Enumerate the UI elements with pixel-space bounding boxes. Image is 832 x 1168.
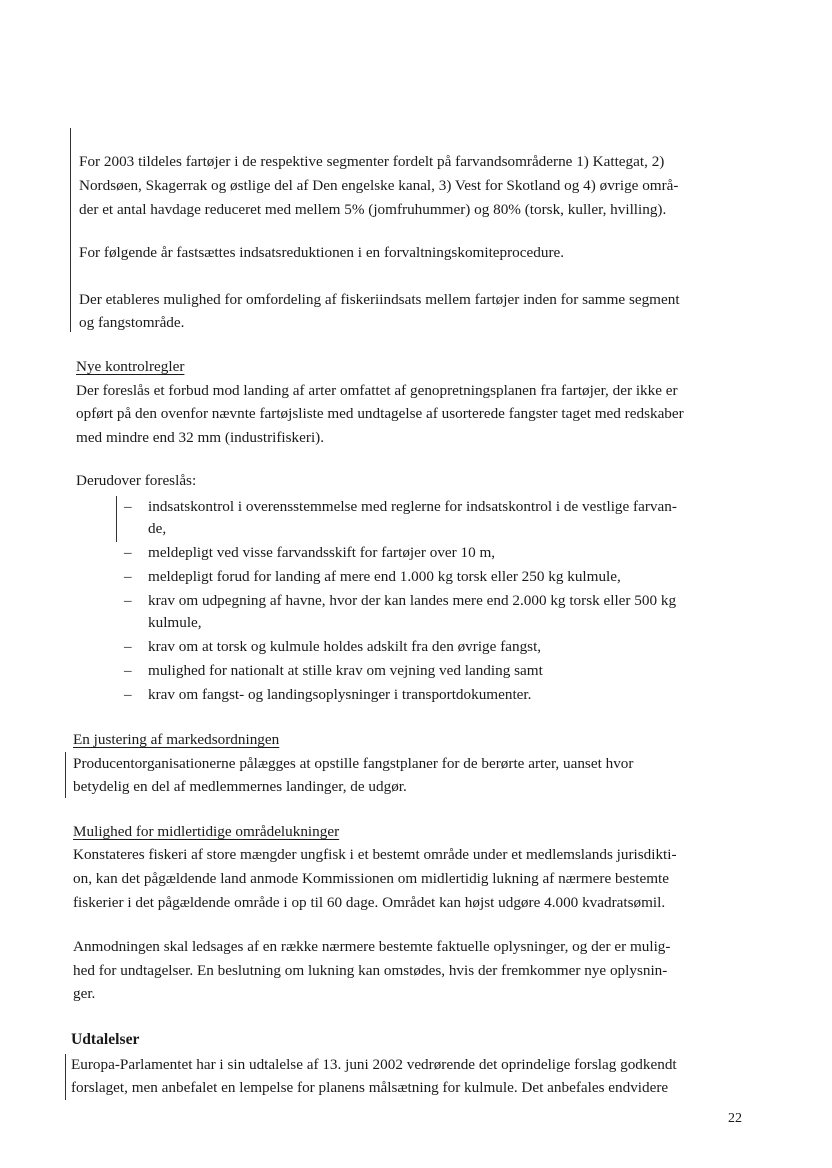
text-line: Konstateres fiskeri af store mængder ungfisk i et bestemt område under et medlemslands jurisdikti- — [73, 846, 677, 863]
list-item: indsatskontrol i overensstemmelse med reglerne for indsatskontrol i de vestlige farvan- — [148, 498, 677, 515]
section-heading: En justering af markedsordningen — [73, 731, 280, 748]
list-item-continuation: de, — [148, 520, 167, 537]
list-item: meldepligt ved visse farvandsskift for fartøjer over 10 m, — [148, 544, 496, 561]
change-bar-2 — [116, 496, 117, 542]
list-item: krav om at torsk og kulmule holdes adskilt fra den øvrige fangst, — [148, 638, 542, 655]
bullet-marker: – — [124, 568, 132, 585]
section-heading: Mulighed for midlertidige områdelukninger — [73, 823, 340, 840]
text-line: Europa-Parlamentet har i sin udtalelse af 13. juni 2002 vedrørende det oprindelige forslag godkendt — [71, 1056, 677, 1073]
text-line: Der etableres mulighed for omfordeling af fiskeriindsats mellem fartøjer inden for samme segment — [79, 291, 680, 308]
text-line: Producentorganisationerne pålægges at opstille fangstplaner for de berørte arter, uanset hvor — [73, 755, 634, 772]
text-line: betydelig en del af medlemmernes landinger, de udgør. — [73, 778, 407, 795]
list-item-continuation: kulmule, — [148, 614, 202, 631]
section-heading: Nye kontrolregler — [76, 358, 185, 375]
change-bar-1 — [70, 128, 71, 332]
list-item: krav om fangst- og landingsoplysninger i transportdokumenter. — [148, 686, 532, 703]
bullet-marker: – — [124, 638, 132, 655]
text-line: og fangstområde. — [79, 314, 185, 331]
text-line: der et antal havdage reduceret med mellem 5% (jomfruhummer) og 80% (torsk, kuller, hvilling). — [79, 201, 667, 218]
bullet-marker: – — [124, 592, 132, 609]
text-line: Der foreslås et forbud mod landing af arter omfattet af genopretningsplanen fra fartøjer, der ikke er — [76, 382, 678, 399]
text-line: forslaget, men anbefalet en lempelse for planens målsætning for kulmule. Det anbefales endvidere — [71, 1079, 669, 1096]
change-bar-3 — [65, 752, 66, 798]
page-number: 22 — [728, 1111, 742, 1126]
list-item: krav om udpegning af havne, hvor der kan landes mere end 2.000 kg torsk eller 500 kg — [148, 592, 677, 609]
bullet-marker: – — [124, 686, 132, 703]
text-line: hed for undtagelser. En beslutning om lukning kan omstødes, hvis der fremkommer nye oplysnin- — [73, 962, 668, 979]
bullet-marker: – — [124, 544, 132, 561]
section-heading: Udtalelser — [71, 1031, 140, 1048]
list-item: mulighed for nationalt at stille krav om vejning ved landing samt — [148, 662, 543, 679]
text-line: med mindre end 32 mm (industrifiskeri). — [76, 429, 325, 446]
list-item: meldepligt forud for landing af mere end 1.000 kg torsk eller 250 kg kulmule, — [148, 568, 621, 585]
text-line: For 2003 tildeles fartøjer i de respektive segmenter fordelt på farvandsområderne 1) Kattegat, 2) — [79, 153, 665, 170]
list-intro: Derudover foreslås: — [76, 472, 197, 489]
text-line: on, kan det pågældende land anmode Kommissionen om midlertidig lukning af nærmere bestemte — [73, 870, 669, 887]
bullet-marker: – — [124, 498, 132, 515]
bullet-marker: – — [124, 662, 132, 679]
paragraph-reduction: For følgende år fastsættes indsatsreduktionen i en forvaltningskomiteprocedure. — [79, 244, 565, 261]
change-bar-4 — [65, 1054, 66, 1100]
text-line: Anmodningen skal ledsages af en række nærmere bestemte faktuelle oplysninger, og der er mulig- — [73, 938, 671, 955]
text-line: opført på den ovenfor nævnte fartøjsliste med undtagelse af usorterede fangster taget med redskaber — [76, 405, 684, 422]
text-line: Nordsøen, Skagerrak og østlige del af Den engelske kanal, 3) Vest for Skotland og 4) øvrige områ- — [79, 177, 679, 194]
text-line: fiskerier i det pågældende område i op til 60 dage. Området kan højst udgøre 4.000 kvadratsømil. — [73, 894, 666, 911]
text-line: ger. — [73, 985, 96, 1002]
